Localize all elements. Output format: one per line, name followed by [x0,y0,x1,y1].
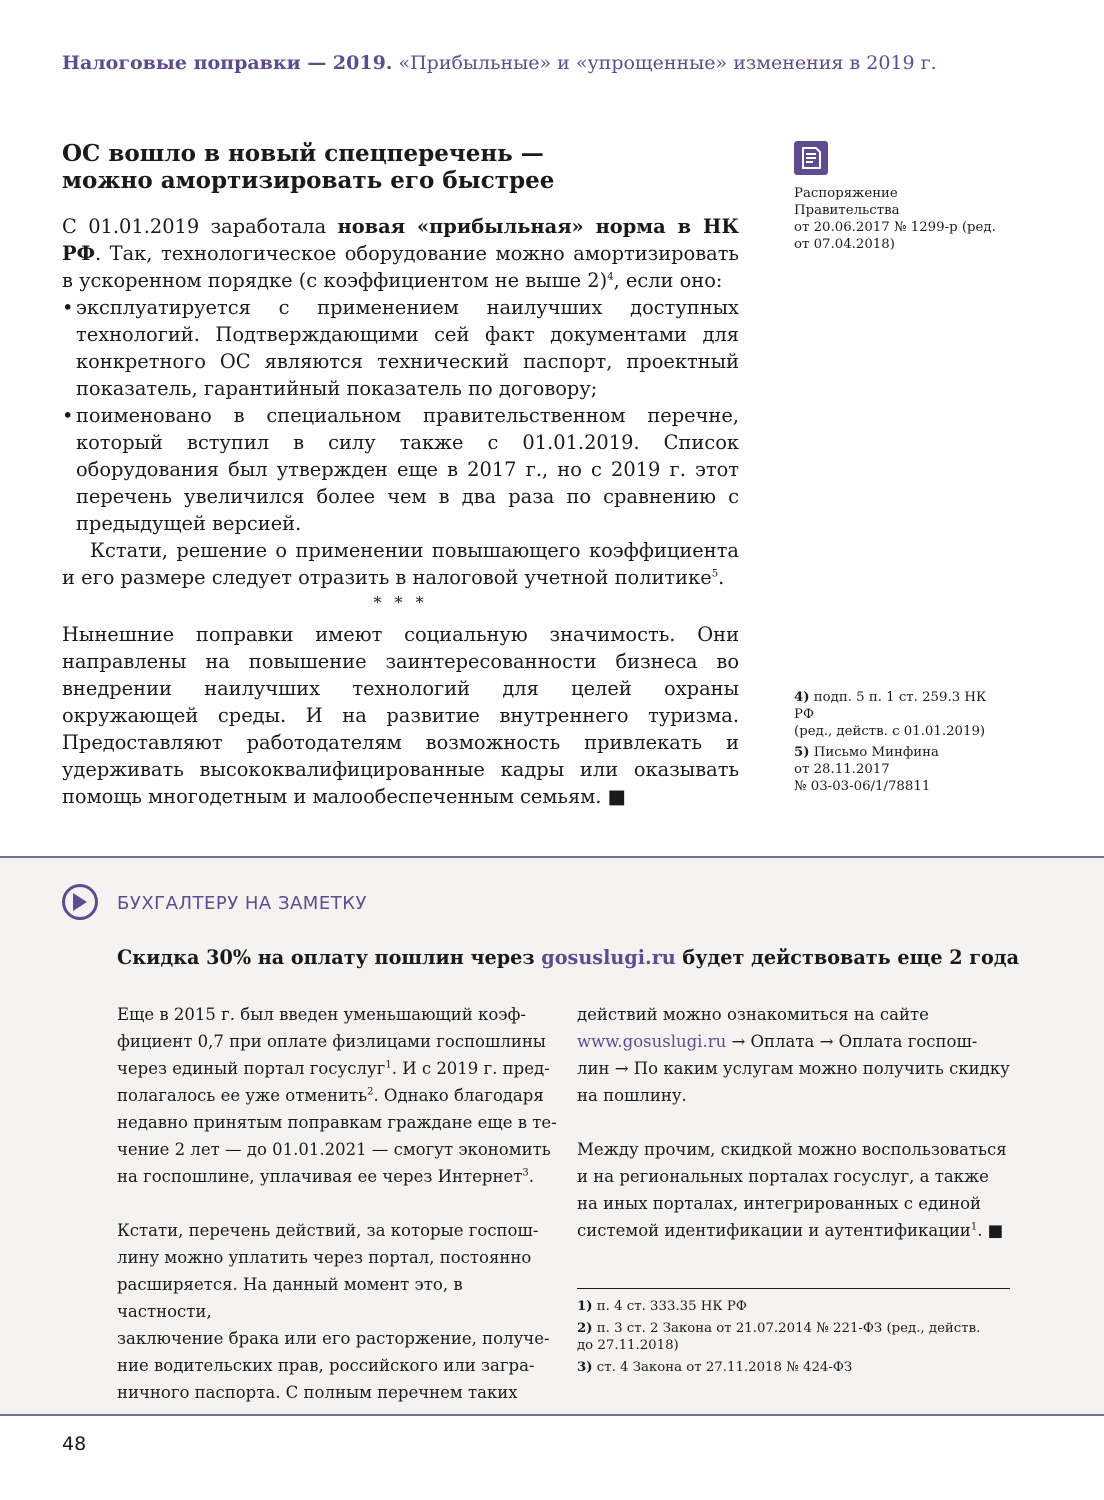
left-line-1: Еще в 2015 г. был введен уменьшающий коэф- [117,1005,526,1024]
subhead-text-b: будет действовать еще 2 года [675,946,1020,969]
doc-ref-line-1: Распоряжение Правительства [794,186,900,218]
note-footnote-3 [577,1359,1012,1376]
p1-text-a: С 01.01.2019 заработала [62,215,338,238]
section-divider-stars: * * * [373,593,428,612]
note-footnotes [577,1298,1012,1376]
note-footnote-2 [577,1320,1012,1337]
running-head [62,52,1062,74]
gosuslugi-link[interactable]: www.gosuslugi.ru [577,1032,727,1051]
sidebar-footnotes [794,689,1004,795]
footnote-5-line-2: от 28.11.2017 [794,762,890,777]
left-line-7 [117,1163,562,1190]
document-icon [794,141,828,175]
left-line-2: фициент 0,7 при оплате физлицами госпошлины [117,1032,546,1051]
p2-end: . [718,566,725,589]
right-line-8-b: . ■ [977,1221,1004,1240]
left-line-3-b: . И с 2019 г. пред- [391,1059,550,1078]
footnote-ref-3: 3 [522,1167,529,1179]
footnote-5-line-1: Письмо Минфина [809,745,939,760]
bullet-item-2 [62,402,739,537]
footnote-4-number: 4) [794,690,810,705]
footnote-rule [577,1288,1010,1289]
left-line-3 [117,1055,562,1082]
right-line-8-a: системой идентификации и аутентификации [577,1221,971,1240]
footnote-5-number: 5) [794,745,810,760]
p1-text-c: , если оно: [613,269,723,292]
left-line-4-a: полагалось ее уже отменить [117,1086,368,1105]
note-footnote-1-number: 1) [577,1299,593,1314]
subhead-text-a: Скидка 30% на оплату пошлин через [117,946,542,969]
sidebar-doc-reference [794,185,1004,253]
doc-ref-line-3: от 07.04.2018) [794,237,895,252]
footnote-ref-2: 2 [367,1086,374,1098]
right-line-4: на пошлину. [577,1086,687,1105]
headline-line-1: ОС вошло в новый спецперечень — [62,140,544,167]
footnote-5-line-3: № 03-03-06/1/78811 [794,779,931,794]
end-mark-icon: ■ [607,785,626,808]
play-triangle-icon [73,893,87,911]
left-line-3-a: через единый портал госуслуг [117,1059,386,1078]
bullet-text-2: поименовано в специальном правительственном перечне, который вступил в силу также с 01.01.2019. Список оборудования был утвержден еще в 2017 г., но с 2019 г. этот перечень увеличился более чем в два раза по сравнению с предыдущей версией. [76,404,739,535]
right-line-6: и на региональных порталах госуслуг, а также [577,1167,989,1186]
left-line-6: чение 2 лет — до 01.01.2021 — смогут экономить [117,1140,551,1159]
note-footnote-3-number: 3) [577,1360,593,1375]
left-line-10: расширяется. На данный момент это, в частности, [117,1275,463,1321]
headline-line-2: можно амортизировать его быстрее [62,167,555,194]
right-line-7: на иных порталах, интегрированных с единой [577,1194,982,1213]
left-line-7-b: . [528,1167,534,1186]
right-line-2 [577,1028,1017,1055]
right-line-8 [577,1217,1017,1244]
note-title: БУХГАЛТЕРУ НА ЗАМЕТКУ [117,893,367,914]
p2-text: Кстати, решение о применении повышающего коэффициента и его размере следует отразить в налоговой учетной политике [62,539,739,589]
note-footnote-2-line-1: п. 3 ст. 2 Закона от 21.07.2014 № 221-ФЗ (ред., действ. [592,1321,981,1336]
paragraph-intro [62,213,739,294]
bullet-item-1 [62,294,739,402]
left-line-9: лину можно уплатить через портал, постоянно [117,1248,532,1267]
right-line-1: действий можно ознакомиться на сайте [577,1005,929,1024]
footnote-ref-5: 5 [711,568,719,580]
page-number: 48 [62,1433,87,1455]
note-footnote-2-number: 2) [577,1321,593,1336]
running-head-bold: Налоговые поправки — 2019. [62,52,393,74]
footnote-ref-1: 1 [970,1221,978,1233]
p3-text: Нынешние поправки имеют социальную значимость. Они направлены на повышение заинтересованности бизнеса во внедрении наилучших технологий для целей охраны окружающей среды. И на развитие внутреннего туризма. Предоставляют работодателям возможность привлекать и удерживать высококвалифицированные кадры или оказывать помощь многодетным и малообеспеченным семьям. [62,623,739,808]
left-line-4-b: . Однако благодаря [373,1086,544,1105]
note-right-column [577,1001,1017,1244]
left-line-5: недавно принятым поправкам граждане еще в те- [117,1113,557,1132]
left-line-7-a: на госпошлине, уплачивая ее через Интернет [117,1167,523,1186]
note-footnote-1-text: п. 4 ст. 333.35 НК РФ [592,1299,747,1314]
left-line-4 [117,1082,562,1109]
left-line-8: Кстати, перечень действий, за которые госпош- [117,1221,539,1240]
paragraph-gap [117,1190,562,1217]
note-footnote-1 [577,1298,1012,1315]
footnote-ref-4: 4 [607,271,614,283]
note-footnote-2-line-2: до 27.11.2018) [577,1338,679,1353]
paragraph-conclusion [62,621,739,810]
footnote-5 [794,744,1004,761]
doc-ref-line-2: от 20.06.2017 № 1299-р (ред. [794,220,996,235]
bullet-text-1: эксплуатируется с применением наилучших доступных технологий. Подтверждающими сей факт документами для конкретного ОС являются технический паспорт, проектный показатель, гарантийный показатель по договору; [76,296,739,400]
paragraph-gap [577,1109,1017,1136]
left-line-13: ничного паспорта. С полным перечнем таких [117,1383,518,1402]
subhead-link: gosuslugi.ru [541,946,676,969]
bullet-icon: • [62,296,74,319]
footnote-ref-1: 1 [385,1059,392,1071]
left-line-12: ние водительских прав, российского или загра- [117,1356,535,1375]
note-left-column [117,1001,562,1406]
footnote-4-line-2: (ред., действ. с 01.01.2019) [794,724,986,739]
article-conclusion [62,621,739,810]
p1-bold: новая «прибыльная» норма в НК РФ [62,215,739,265]
footnote-4-line-1: подп. 5 п. 1 ст. 259.3 НК РФ [794,690,987,722]
right-line-2-b: → Оплата → Оплата госпош- [726,1032,978,1051]
footnote-4 [794,689,1004,723]
right-line-3: лин → По каким услугам можно получить скидку [577,1059,1010,1078]
p1-text-b: . Так, технологическое оборудование можно амортизировать в ускоренном порядке (с коэффициентом не выше 2) [62,242,739,292]
note-subhead [117,946,1020,969]
document-icon-svg [794,141,828,175]
right-line-5: Между прочим, скидкой можно воспользоваться [577,1140,1007,1159]
left-line-11: заключение брака или его расторжение, получе- [117,1329,550,1348]
running-head-rest: «Прибыльные» и «упрощенные» изменения в 2019 г. [392,52,937,74]
note-footnote-3-text: ст. 4 Закона от 27.11.2018 № 424-ФЗ [592,1360,853,1375]
paragraph-policy [62,537,739,591]
bullet-icon: • [62,404,74,427]
article-headline [62,140,762,194]
article-body [62,213,739,591]
